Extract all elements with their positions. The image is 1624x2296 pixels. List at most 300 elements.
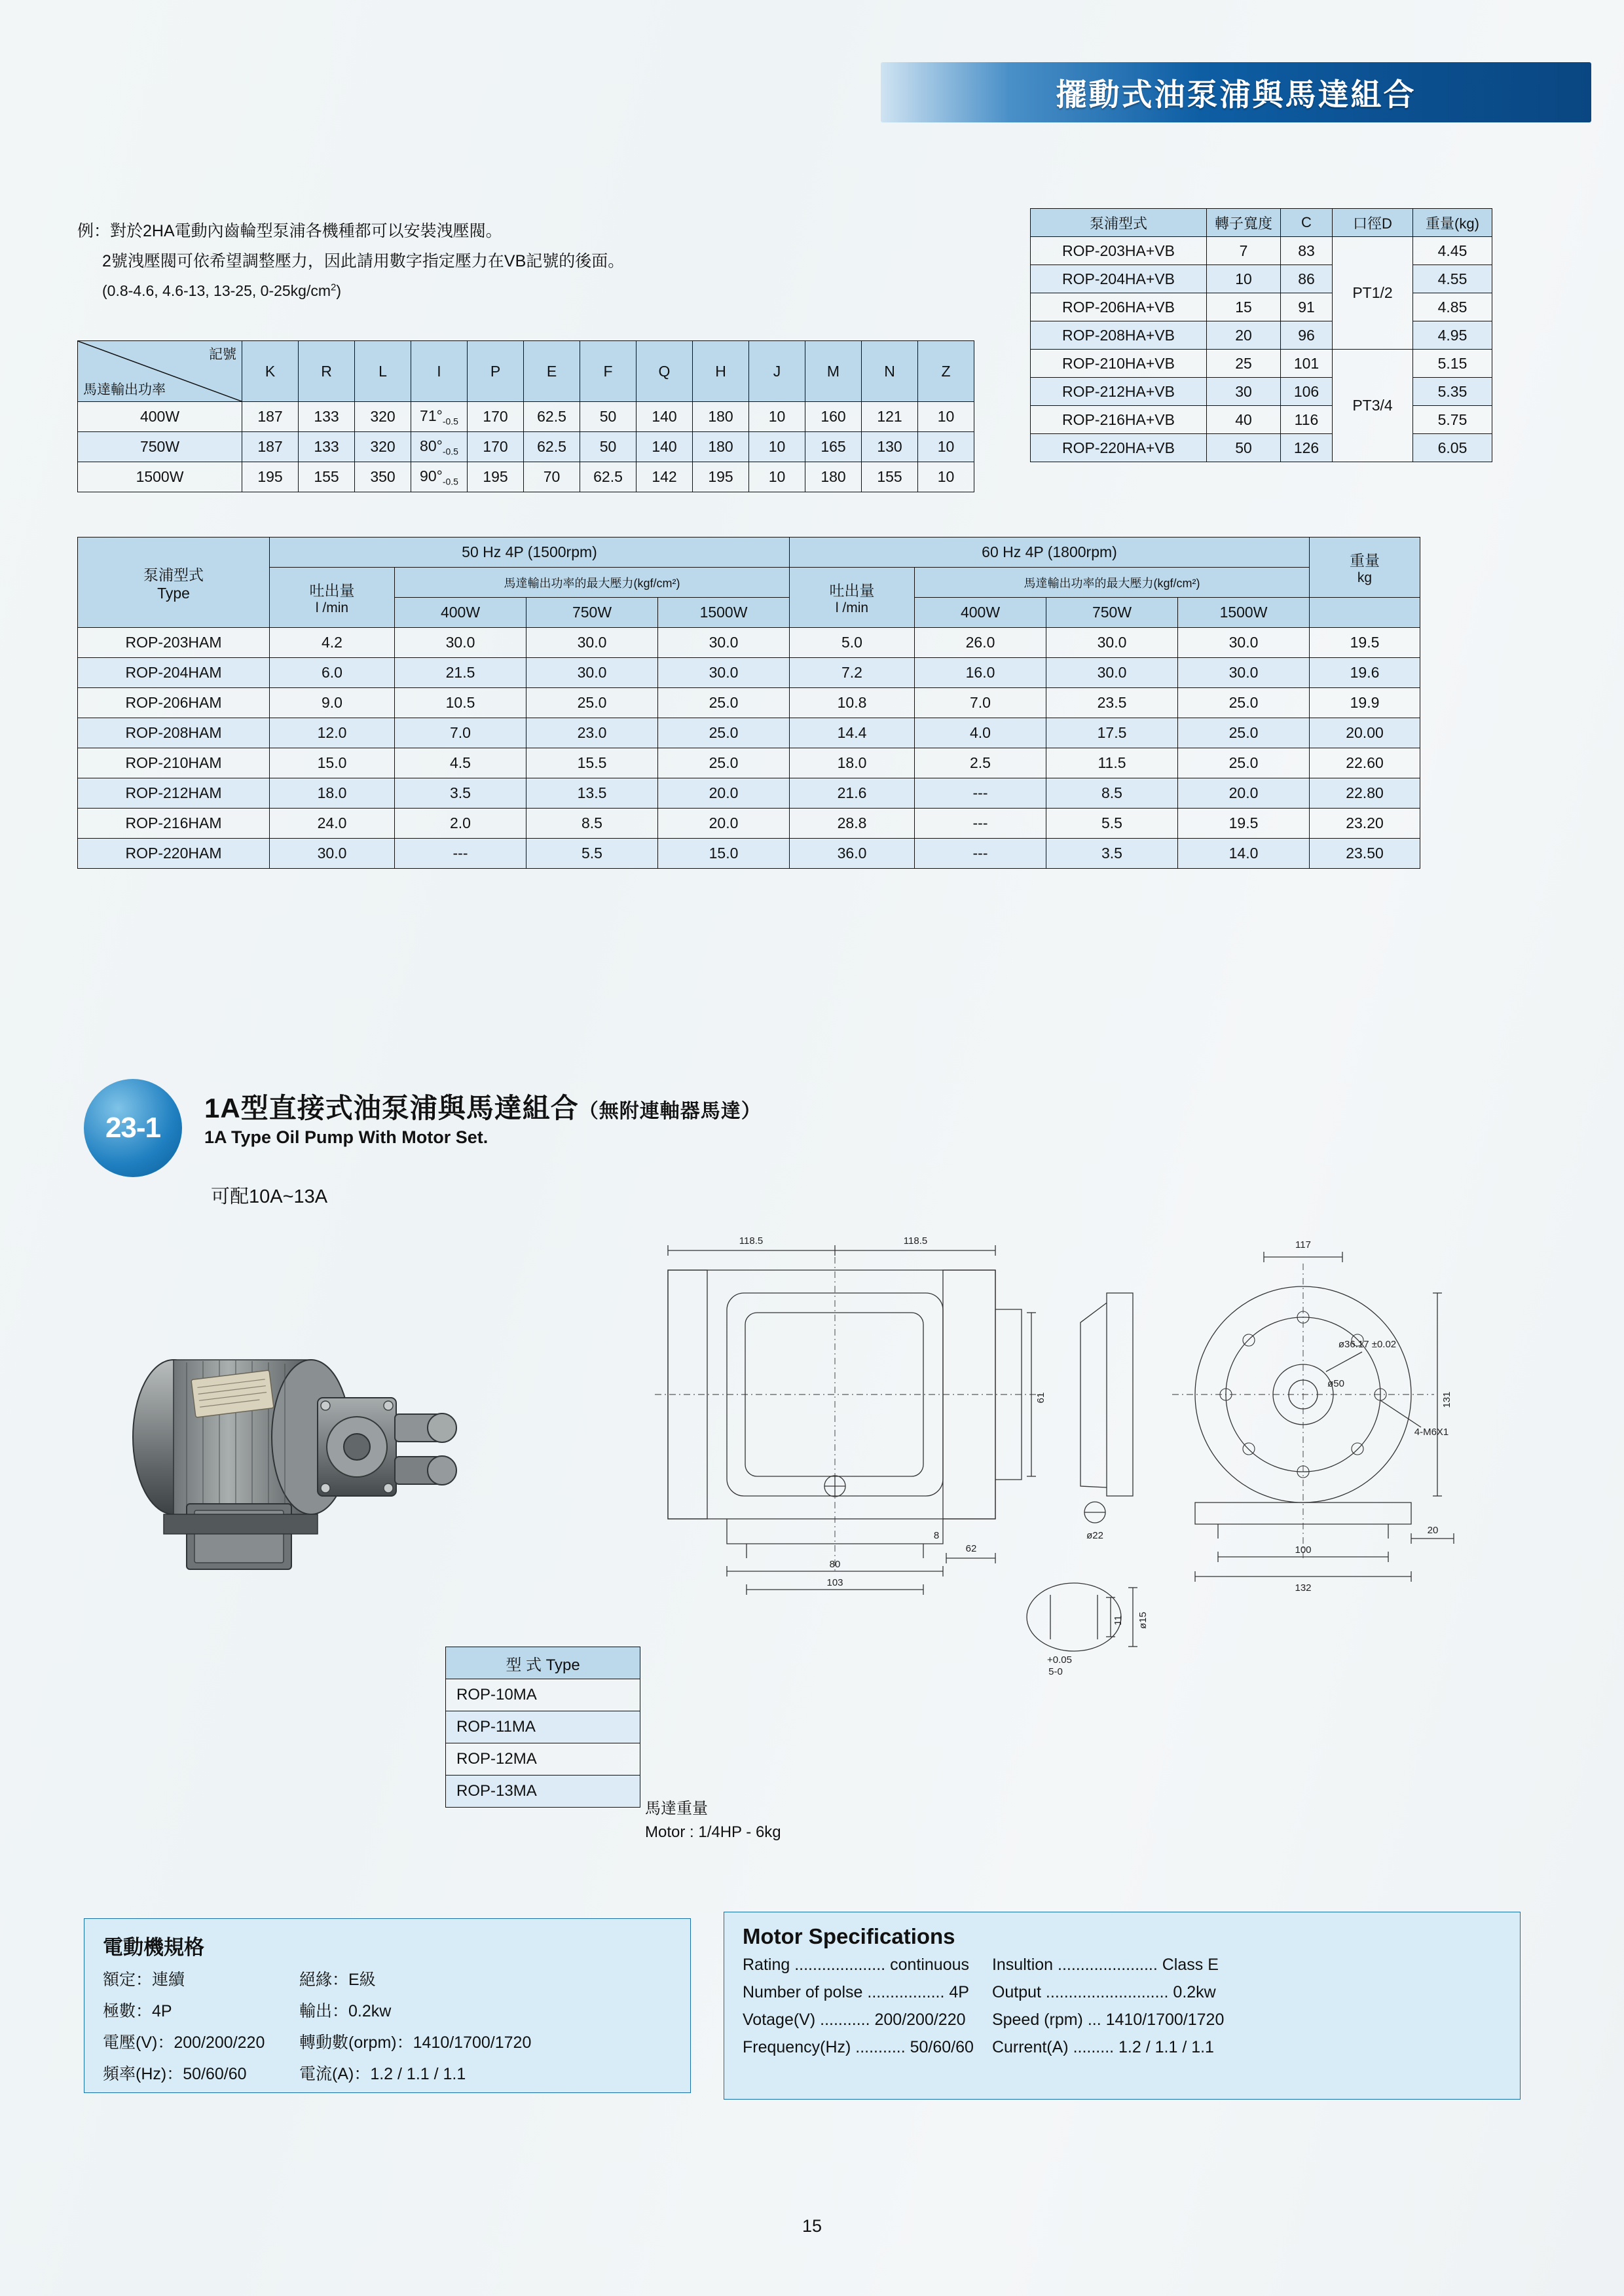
cell-d-pt34: PT3/4 bbox=[1333, 350, 1413, 462]
cell-p400-50: 4.5 bbox=[395, 748, 526, 778]
spec-row bbox=[103, 1967, 690, 1990]
spec-line: Speed (rpm) ... 1410/1700/1720 bbox=[991, 2011, 1225, 2029]
cell-p750-60: 23.5 bbox=[1046, 688, 1178, 718]
cell-c: 126 bbox=[1281, 434, 1333, 462]
table-row bbox=[78, 432, 974, 462]
spec-line: Output ........................... 0.2kw bbox=[991, 1983, 1216, 2001]
cell-rotor-width: 15 bbox=[1207, 293, 1281, 321]
cell-p400-50: 30.0 bbox=[395, 628, 526, 658]
spec-cell: 輸出：0.2kw bbox=[299, 2002, 392, 2020]
cell-p1500-50: 15.0 bbox=[658, 839, 790, 869]
cell-c: 116 bbox=[1281, 406, 1333, 434]
cell-p750-50: 25.0 bbox=[526, 688, 658, 718]
cell-weight: 6.05 bbox=[1413, 434, 1492, 462]
sub-1500w-50: 1500W bbox=[658, 598, 790, 628]
cell-J: 10 bbox=[749, 402, 805, 432]
table-row bbox=[446, 1743, 640, 1776]
press-label-60: 馬達輸出功率的最大壓力(kgf/cm²) bbox=[915, 568, 1310, 598]
cell-p400-50: --- bbox=[395, 839, 526, 869]
cell-M: 160 bbox=[805, 402, 862, 432]
cell-L: 320 bbox=[355, 432, 411, 462]
cell-Q: 142 bbox=[637, 462, 693, 492]
spec-cell: 頻率(Hz)：50/60/60 bbox=[103, 2065, 247, 2083]
cell-p1500-50: 30.0 bbox=[658, 628, 790, 658]
note-line-2: 2號洩壓閥可依希望調整壓力，因此請用數字指定壓力在VB記號的後面。 bbox=[102, 252, 625, 271]
cell-E: 70 bbox=[524, 462, 580, 492]
pump-vb-table bbox=[1030, 208, 1492, 462]
table-header-row bbox=[78, 568, 1420, 598]
cell-p1500-60: 30.0 bbox=[1178, 628, 1310, 658]
flow-label-unit: l /min bbox=[315, 600, 349, 615]
cell-weight: 4.45 bbox=[1413, 237, 1492, 265]
cell-c: 86 bbox=[1281, 265, 1333, 293]
sub-750w-50: 750W bbox=[526, 598, 658, 628]
col-weight-header bbox=[1310, 538, 1420, 598]
note-line-3-sup: 2 bbox=[331, 281, 337, 293]
cell-c: 83 bbox=[1281, 237, 1333, 265]
motor-spec-box-cn bbox=[84, 1918, 691, 2093]
col-M: M bbox=[805, 341, 862, 402]
cell-p400-60: 2.5 bbox=[915, 748, 1046, 778]
spec-line: Number of polse ................. 4P bbox=[743, 1983, 969, 2001]
cell-I-tol: -0.5 bbox=[442, 446, 458, 457]
sub-1500w-60: 1500W bbox=[1178, 598, 1310, 628]
dim-o3617: ø36.17 ±0.02 bbox=[1338, 1339, 1397, 1350]
dim-plus005: +0.05 bbox=[1047, 1654, 1072, 1666]
sub-400w-60: 400W bbox=[915, 598, 1046, 628]
cell-type: ROP-206HAM bbox=[78, 688, 270, 718]
col-weight-cn: 重量 bbox=[1350, 552, 1380, 569]
cell-c: 96 bbox=[1281, 321, 1333, 350]
dim-131: 131 bbox=[1441, 1391, 1452, 1408]
cell-weight: 19.5 bbox=[1310, 628, 1420, 658]
spec-cell: 額定：連續 bbox=[103, 1971, 185, 1989]
cell-flow50: 4.2 bbox=[270, 628, 395, 658]
dim-80-group: 80 bbox=[829, 1559, 841, 1570]
cell-flow50: 9.0 bbox=[270, 688, 395, 718]
col-type-header: 型 式 Type bbox=[446, 1647, 640, 1679]
cell-p1500-60: 25.0 bbox=[1178, 688, 1310, 718]
cell-type: ROP-212HAM bbox=[78, 778, 270, 809]
table-row bbox=[1031, 237, 1492, 265]
dim-o15: ø15 bbox=[1137, 1612, 1149, 1629]
press-label-50: 馬達輸出功率的最大壓力(kgf/cm²) bbox=[395, 568, 790, 598]
cell-p400-60: 16.0 bbox=[915, 658, 1046, 688]
cell-I bbox=[411, 432, 468, 462]
cell-p1500-60: 25.0 bbox=[1178, 718, 1310, 748]
cell-flow50: 12.0 bbox=[270, 718, 395, 748]
cell-Q: 140 bbox=[637, 432, 693, 462]
table-row bbox=[78, 778, 1420, 809]
section-title-cn bbox=[204, 1087, 762, 1126]
cell-p750-60: 30.0 bbox=[1046, 628, 1178, 658]
cell-p750-50: 5.5 bbox=[526, 839, 658, 869]
cell-flow60: 36.0 bbox=[790, 839, 915, 869]
cell-type: ROP-212HA+VB bbox=[1031, 378, 1207, 406]
cell-R: 133 bbox=[299, 432, 355, 462]
spec-col-left bbox=[724, 1956, 974, 2066]
cell-c: 101 bbox=[1281, 350, 1333, 378]
spec-line: Votage(V) ........... 200/200/220 bbox=[743, 2011, 966, 2029]
cell-type: ROP-12MA bbox=[446, 1743, 640, 1776]
cell-weight: 19.9 bbox=[1310, 688, 1420, 718]
note-line-3 bbox=[102, 277, 896, 305]
cell-type: ROP-206HA+VB bbox=[1031, 293, 1207, 321]
col-d: 口徑D bbox=[1333, 209, 1413, 237]
cell-P: 170 bbox=[468, 432, 524, 462]
cell-N: 130 bbox=[862, 432, 918, 462]
cell-p400-50: 21.5 bbox=[395, 658, 526, 688]
corner-label-bottom: 馬達輸出功率 bbox=[83, 382, 166, 397]
cell-p400-50: 7.0 bbox=[395, 718, 526, 748]
dim-132: 132 bbox=[1295, 1582, 1312, 1594]
group-60hz: 60 Hz 4P (1800rpm) bbox=[790, 538, 1310, 568]
cell-weight: 5.15 bbox=[1413, 350, 1492, 378]
table-row bbox=[1031, 321, 1492, 350]
cell-F: 50 bbox=[580, 432, 637, 462]
dim-4m6: 4-M6X1 bbox=[1414, 1427, 1449, 1438]
cell-p750-60: 17.5 bbox=[1046, 718, 1178, 748]
page-title: 擺動式油泵浦與馬達組合 bbox=[1056, 77, 1416, 112]
table-row bbox=[446, 1711, 640, 1743]
col-H: H bbox=[693, 341, 749, 402]
cell-weight: 20.00 bbox=[1310, 718, 1420, 748]
note-line-3-b: ) bbox=[336, 282, 342, 299]
table-row bbox=[1031, 406, 1492, 434]
cell-E: 62.5 bbox=[524, 432, 580, 462]
cell-flow60: 7.2 bbox=[790, 658, 915, 688]
table-row bbox=[78, 688, 1420, 718]
table-row bbox=[1031, 378, 1492, 406]
section-title-en: 1A Type Oil Pump With Motor Set. bbox=[204, 1127, 489, 1147]
cell-p1500-50: 25.0 bbox=[658, 718, 790, 748]
col-I: I bbox=[411, 341, 468, 402]
col-type-header bbox=[78, 538, 270, 628]
col-type-cn: 泵浦型式 bbox=[143, 566, 204, 583]
cell-I-value: 80° bbox=[420, 437, 443, 454]
cell-flow60: 14.4 bbox=[790, 718, 915, 748]
table-row bbox=[1031, 265, 1492, 293]
cell-type: ROP-220HA+VB bbox=[1031, 434, 1207, 462]
cell-d-pt12: PT1/2 bbox=[1333, 237, 1413, 350]
cell-p1500-60: 19.5 bbox=[1178, 809, 1310, 839]
cell-weight: 22.80 bbox=[1310, 778, 1420, 809]
cell-p750-50: 30.0 bbox=[526, 628, 658, 658]
col-E: E bbox=[524, 341, 580, 402]
cell-p400-60: 7.0 bbox=[915, 688, 1046, 718]
dim-20: 20 bbox=[1427, 1525, 1439, 1536]
cell-p750-50: 15.5 bbox=[526, 748, 658, 778]
cell-p750-60: 5.5 bbox=[1046, 809, 1178, 839]
cell-power: 1500W bbox=[78, 462, 242, 492]
cell-rotor-width: 40 bbox=[1207, 406, 1281, 434]
technical-drawings bbox=[648, 1231, 1552, 1676]
note-block bbox=[77, 216, 896, 304]
table-row bbox=[446, 1776, 640, 1808]
col-type-en: Type bbox=[157, 584, 190, 602]
table-row bbox=[78, 628, 1420, 658]
cell-weight: 4.95 bbox=[1413, 321, 1492, 350]
note-line-3-a: (0.8-4.6, 4.6-13, 13-25, 0-25kg/cm bbox=[102, 282, 331, 299]
page-header-banner bbox=[881, 62, 1591, 122]
cell-P: 170 bbox=[468, 402, 524, 432]
cell-p750-60: 30.0 bbox=[1046, 658, 1178, 688]
table-row bbox=[78, 809, 1420, 839]
dim-118-5-left: 118.5 bbox=[739, 1235, 764, 1247]
cell-flow50: 24.0 bbox=[270, 809, 395, 839]
weight-spacer bbox=[1310, 598, 1420, 628]
spec-line: Insultion ...................... Class E bbox=[991, 1956, 1219, 1974]
spec-title-cn: 電動機規格 bbox=[103, 1936, 204, 1959]
spec-title-en: Motor Specifications bbox=[743, 1924, 955, 1948]
dim-100: 100 bbox=[1295, 1544, 1312, 1556]
cell-type: ROP-203HAM bbox=[78, 628, 270, 658]
cell-M: 180 bbox=[805, 462, 862, 492]
cell-weight: 22.60 bbox=[1310, 748, 1420, 778]
cell-flow60: 28.8 bbox=[790, 809, 915, 839]
cell-K: 195 bbox=[242, 462, 299, 492]
col-F: F bbox=[580, 341, 637, 402]
cell-H: 180 bbox=[693, 402, 749, 432]
cell-c: 106 bbox=[1281, 378, 1333, 406]
table-header-row bbox=[78, 341, 974, 402]
cell-p1500-50: 25.0 bbox=[658, 688, 790, 718]
cell-p1500-60: 14.0 bbox=[1178, 839, 1310, 869]
sub-750w-60: 750W bbox=[1046, 598, 1178, 628]
cell-L: 320 bbox=[355, 402, 411, 432]
col-N: N bbox=[862, 341, 918, 402]
spec-row bbox=[103, 2030, 690, 2053]
cell-p750-60: 8.5 bbox=[1046, 778, 1178, 809]
cell-type: ROP-10MA bbox=[446, 1679, 640, 1711]
cell-N: 121 bbox=[862, 402, 918, 432]
cell-weight: 5.35 bbox=[1413, 378, 1492, 406]
cell-p1500-60: 30.0 bbox=[1178, 658, 1310, 688]
cell-c: 91 bbox=[1281, 293, 1333, 321]
cell-rotor-width: 50 bbox=[1207, 434, 1281, 462]
cell-p1500-50: 20.0 bbox=[658, 809, 790, 839]
product-photo bbox=[101, 1273, 619, 1627]
cell-Z: 10 bbox=[918, 402, 974, 432]
cell-K: 187 bbox=[242, 432, 299, 462]
cell-p400-60: --- bbox=[915, 778, 1046, 809]
cell-F: 62.5 bbox=[580, 462, 637, 492]
cell-J: 10 bbox=[749, 432, 805, 462]
cell-flow60: 10.8 bbox=[790, 688, 915, 718]
cell-type: ROP-11MA bbox=[446, 1711, 640, 1743]
table-row bbox=[78, 718, 1420, 748]
cell-type: ROP-208HA+VB bbox=[1031, 321, 1207, 350]
cell-I-tol: -0.5 bbox=[442, 416, 458, 427]
table-header-row bbox=[1031, 209, 1492, 237]
dim-103: 103 bbox=[826, 1577, 843, 1588]
col-K: K bbox=[242, 341, 299, 402]
corner-header bbox=[78, 341, 242, 402]
cell-type: ROP-204HA+VB bbox=[1031, 265, 1207, 293]
cell-type: ROP-210HA+VB bbox=[1031, 350, 1207, 378]
col-R: R bbox=[299, 341, 355, 402]
dim-11: 11 bbox=[1113, 1615, 1124, 1626]
dim-117: 117 bbox=[1295, 1239, 1311, 1250]
cell-rotor-width: 20 bbox=[1207, 321, 1281, 350]
table-row bbox=[1031, 350, 1492, 378]
col-Q: Q bbox=[637, 341, 693, 402]
spec-cell: 絕緣：E級 bbox=[299, 1971, 376, 1989]
cell-J: 10 bbox=[749, 462, 805, 492]
cell-p750-50: 13.5 bbox=[526, 778, 658, 809]
cell-N: 155 bbox=[862, 462, 918, 492]
table-header-row bbox=[446, 1647, 640, 1679]
dim-62: 62 bbox=[965, 1543, 977, 1554]
page-number: 15 bbox=[802, 2216, 822, 2236]
cell-P: 195 bbox=[468, 462, 524, 492]
cell-rotor-width: 30 bbox=[1207, 378, 1281, 406]
cell-weight: 23.50 bbox=[1310, 839, 1420, 869]
cell-p400-50: 2.0 bbox=[395, 809, 526, 839]
performance-table bbox=[77, 537, 1420, 869]
cell-H: 180 bbox=[693, 432, 749, 462]
cell-flow50: 30.0 bbox=[270, 839, 395, 869]
dim-o50: ø50 bbox=[1327, 1378, 1344, 1389]
cell-R: 155 bbox=[299, 462, 355, 492]
col-L: L bbox=[355, 341, 411, 402]
section-note: 可配10A~13A bbox=[211, 1186, 328, 1207]
table-row bbox=[78, 658, 1420, 688]
col-Z: Z bbox=[918, 341, 974, 402]
cell-M: 165 bbox=[805, 432, 862, 462]
cell-p1500-50: 30.0 bbox=[658, 658, 790, 688]
cell-p400-50: 10.5 bbox=[395, 688, 526, 718]
cell-weight: 5.75 bbox=[1413, 406, 1492, 434]
cell-Z: 10 bbox=[918, 432, 974, 462]
col-weight: 重量(kg) bbox=[1413, 209, 1492, 237]
cell-flow50: 6.0 bbox=[270, 658, 395, 688]
cell-flow60: 18.0 bbox=[790, 748, 915, 778]
cell-I-tol: -0.5 bbox=[442, 476, 458, 487]
cell-I-value: 90° bbox=[420, 467, 443, 484]
motor-weight-note bbox=[645, 1797, 781, 1844]
cell-I bbox=[411, 462, 468, 492]
cell-p750-50: 23.0 bbox=[526, 718, 658, 748]
dim-o22: ø22 bbox=[1086, 1530, 1103, 1541]
dim-8: 8 bbox=[933, 1530, 940, 1541]
sub-400w-50: 400W bbox=[395, 598, 526, 628]
cell-p1500-60: 25.0 bbox=[1178, 748, 1310, 778]
cell-flow50: 18.0 bbox=[270, 778, 395, 809]
spec-cell: 電壓(V)：200/200/220 bbox=[103, 2033, 265, 2052]
cell-E: 62.5 bbox=[524, 402, 580, 432]
spec-line: Current(A) ......... 1.2 / 1.1 / 1.1 bbox=[991, 2038, 1214, 2056]
cell-weight: 4.85 bbox=[1413, 293, 1492, 321]
cell-weight: 19.6 bbox=[1310, 658, 1420, 688]
cell-flow60: 21.6 bbox=[790, 778, 915, 809]
cell-Z: 10 bbox=[918, 462, 974, 492]
cell-p400-60: 26.0 bbox=[915, 628, 1046, 658]
cell-type: ROP-208HAM bbox=[78, 718, 270, 748]
spec-columns bbox=[724, 1956, 1520, 2066]
cell-flow60: 5.0 bbox=[790, 628, 915, 658]
cell-p750-50: 8.5 bbox=[526, 809, 658, 839]
section-badge: 23-1 bbox=[84, 1079, 182, 1177]
col-weight-unit: kg bbox=[1357, 570, 1373, 585]
table-row bbox=[78, 462, 974, 492]
cell-flow50: 15.0 bbox=[270, 748, 395, 778]
motor-weight-value: Motor : 1/4HP - 6kg bbox=[645, 1823, 781, 1841]
cell-p400-60: 4.0 bbox=[915, 718, 1046, 748]
cell-H: 195 bbox=[693, 462, 749, 492]
spec-col-right bbox=[974, 1956, 1224, 2066]
cell-rotor-width: 25 bbox=[1207, 350, 1281, 378]
cell-p1500-60: 20.0 bbox=[1178, 778, 1310, 809]
col-c: C bbox=[1281, 209, 1333, 237]
symbol-dimension-table bbox=[77, 340, 974, 492]
spec-cell: 電流(A)：1.2 / 1.1 / 1.1 bbox=[299, 2065, 466, 2083]
spec-row bbox=[103, 1998, 690, 2022]
spec-line: Rating .................... continuous bbox=[743, 1956, 969, 1974]
cell-power: 750W bbox=[78, 432, 242, 462]
col-flow-50 bbox=[270, 568, 395, 628]
flow-label-unit: l /min bbox=[835, 600, 869, 615]
col-type: 泵浦型式 bbox=[1031, 209, 1207, 237]
dim-minus0: 5-0 bbox=[1048, 1666, 1063, 1676]
motor-weight-label-cn: 馬達重量 bbox=[645, 1800, 708, 1817]
cell-type: ROP-204HAM bbox=[78, 658, 270, 688]
group-50hz: 50 Hz 4P (1500rpm) bbox=[270, 538, 790, 568]
cell-R: 133 bbox=[299, 402, 355, 432]
dim-118-5-right: 118.5 bbox=[903, 1235, 928, 1247]
spec-cell: 極數：4P bbox=[103, 2002, 172, 2020]
cell-p400-60: --- bbox=[915, 839, 1046, 869]
cell-weight: 4.55 bbox=[1413, 265, 1492, 293]
cell-K: 187 bbox=[242, 402, 299, 432]
cell-weight: 23.20 bbox=[1310, 809, 1420, 839]
corner-label-top: 記號 bbox=[209, 347, 236, 362]
col-P: P bbox=[468, 341, 524, 402]
spec-row bbox=[103, 2061, 690, 2085]
cell-p1500-50: 20.0 bbox=[658, 778, 790, 809]
section-title-paren: （無附連軸器馬達） bbox=[578, 1101, 762, 1122]
motor-spec-box-en bbox=[724, 1912, 1521, 2100]
cell-F: 50 bbox=[580, 402, 637, 432]
note-line-1: 例：對於2HA電動內齒輪型泵浦各機種都可以安裝洩壓閥。 bbox=[77, 222, 502, 240]
cell-rotor-width: 7 bbox=[1207, 237, 1281, 265]
cell-p750-50: 30.0 bbox=[526, 658, 658, 688]
table-row bbox=[78, 748, 1420, 778]
cell-type: ROP-216HAM bbox=[78, 809, 270, 839]
flow-label-cn: 吐出量 bbox=[309, 582, 355, 599]
cell-rotor-width: 10 bbox=[1207, 265, 1281, 293]
cell-type: ROP-216HA+VB bbox=[1031, 406, 1207, 434]
cell-p1500-50: 25.0 bbox=[658, 748, 790, 778]
cell-type: ROP-210HAM bbox=[78, 748, 270, 778]
cell-I-value: 71° bbox=[420, 407, 443, 424]
cell-p400-50: 3.5 bbox=[395, 778, 526, 809]
col-flow-60 bbox=[790, 568, 915, 628]
cell-Q: 140 bbox=[637, 402, 693, 432]
cell-p750-60: 3.5 bbox=[1046, 839, 1178, 869]
type-list-table bbox=[445, 1647, 640, 1808]
spec-line: Frequency(Hz) ........... 50/60/60 bbox=[743, 2038, 974, 2056]
table-row bbox=[446, 1679, 640, 1711]
table-row bbox=[78, 402, 974, 432]
table-row bbox=[1031, 434, 1492, 462]
cell-p400-60: --- bbox=[915, 809, 1046, 839]
table-header-row bbox=[78, 538, 1420, 568]
col-rotor-width: 轉子寬度 bbox=[1207, 209, 1281, 237]
cell-type: ROP-220HAM bbox=[78, 839, 270, 869]
cell-p750-60: 11.5 bbox=[1046, 748, 1178, 778]
cell-I bbox=[411, 402, 468, 432]
